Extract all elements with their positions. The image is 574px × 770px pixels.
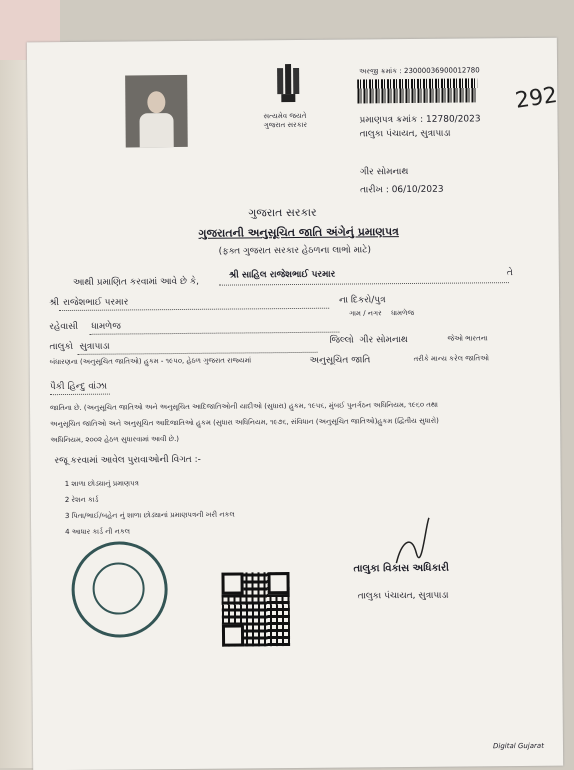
document-item-1: 1 શાળા છોડ્યાનું પ્રમાણપત્ર xyxy=(64,479,139,489)
village-label: ગામ / નગર xyxy=(349,309,382,318)
father-name: રાજેશભાઈ પરમાર xyxy=(63,297,129,309)
legal-text-2: અનુસૂચિત જાતિઓ અને અનુસૂચિત આદિજાતિઓ હુકમ (સુધારા અધિનિયમ, ૧૯૭૬, સંવિધાન (અનુસૂચિત જાતિઓ)હુકમ (દ્વિતીય સુધારો) xyxy=(50,416,439,429)
district-value: ગીર સોમનાથ xyxy=(359,335,408,346)
taluka-value: સુત્રાપાડા xyxy=(79,341,110,352)
officer-office: તાલુકા પંચાયત, સુત્રાપાડા xyxy=(357,590,449,602)
village-value: ધામળેજ xyxy=(391,308,415,318)
district-suffix: જેઓ ભારતના xyxy=(447,334,488,343)
legal-text-1: જાતિના છે. (અનુસૂચિત જાતિઓ અને અનુસૂચિત આદિજાતિઓની યાદીઓ (સુધારા) હુકમ, ૧૯૫૬, મુંબઈ પુનર્ગઠન અધિનિયમ, ૧૯૬૦ તથા xyxy=(49,400,439,413)
qr-code xyxy=(221,572,290,647)
district: ગીર સોમનાથ xyxy=(359,167,409,178)
digital-gujarat-label: Digital Gujarat xyxy=(492,741,544,751)
government-title: ગુજરાત સરકાર xyxy=(248,205,317,220)
document-item-2: 2 રેશન કાર્ડ xyxy=(64,495,99,505)
certificate-title: ગુજરાતની અનુસૂચિત જાતિ અંગેનું પ્રમાણપત્ર xyxy=(198,225,399,240)
applicant-photo xyxy=(125,75,188,148)
taluka-label: તાલુકો xyxy=(49,341,74,353)
officer-title: તાલુકા વિકાસ અધિકારી xyxy=(353,562,450,575)
national-emblem-icon xyxy=(263,60,313,110)
issuing-office: તાલુકા પંચાયત, સુત્રાપાડા xyxy=(359,128,451,140)
application-number: અરજી ક્રમાંક : 23000036900012780 xyxy=(359,66,480,76)
residence-label: રહેવાસી xyxy=(49,321,79,333)
emblem-caption-2: ગુજરાત સરકાર xyxy=(263,120,308,130)
document-item-4: 4 આધાર કાર્ડ ની નકલ xyxy=(65,527,131,537)
certificate-number: પ્રમાણપત્ર ક્રમાંક : 12780/2023 xyxy=(359,114,481,126)
certify-text: આથી પ્રમાણિત કરવામાં આવે છે કે, xyxy=(72,276,200,288)
certificate-sheet xyxy=(27,38,563,770)
emblem-caption-1: સત્યમેવ જયતે xyxy=(263,111,307,121)
holder-name-end: તે xyxy=(506,268,513,279)
documents-heading: રજૂ કરવામાં આવેલ પુરાવાઓની વિગત :- xyxy=(54,454,201,467)
legal-text-3: અધિનિયમ, ૨૦૦૨ હેઠળ સુધારવામાં આવી છે.) xyxy=(50,435,180,445)
shri-label: શ્રી xyxy=(49,298,60,309)
order-text: બંધારણના (અનુસૂચિત જાતિઓ) હુકમ - ૧૯૫૦, હેઠળ ગુજરાત રાજ્યમાં xyxy=(49,356,252,367)
scheduled-caste-value: અનુસૂચિત જાતિ xyxy=(309,355,371,366)
caste-value: પૈકી હિન્દુ વાંઝા xyxy=(49,381,107,393)
holder-name: શ્રી સાહિલ રાજેશભાઈ પરમાર xyxy=(228,269,336,281)
official-seal xyxy=(71,541,168,638)
recognized-caste-text: તરીકે માન્ય કરેલ જાતિઓ xyxy=(413,354,490,363)
issue-date: તારીખ : 06/10/2023 xyxy=(360,184,444,196)
handwritten-number: 292 xyxy=(513,82,559,114)
relation-label: ના દિકરો/પુત્ર xyxy=(339,295,386,306)
barcode xyxy=(357,78,477,103)
district-label: જિલ્લો xyxy=(329,335,354,346)
document-item-3: 3 પિતા/ભાઈ/બહેન નું શાળા છોડ્યાનાં પ્રમાણપત્રની ખરી નકલ xyxy=(64,510,235,521)
certificate-subtitle: (ફક્ત ગુજરાત સરકાર હેઠળના લાભો માટે) xyxy=(218,245,371,257)
residence-value: ધામળેજ xyxy=(91,321,121,332)
